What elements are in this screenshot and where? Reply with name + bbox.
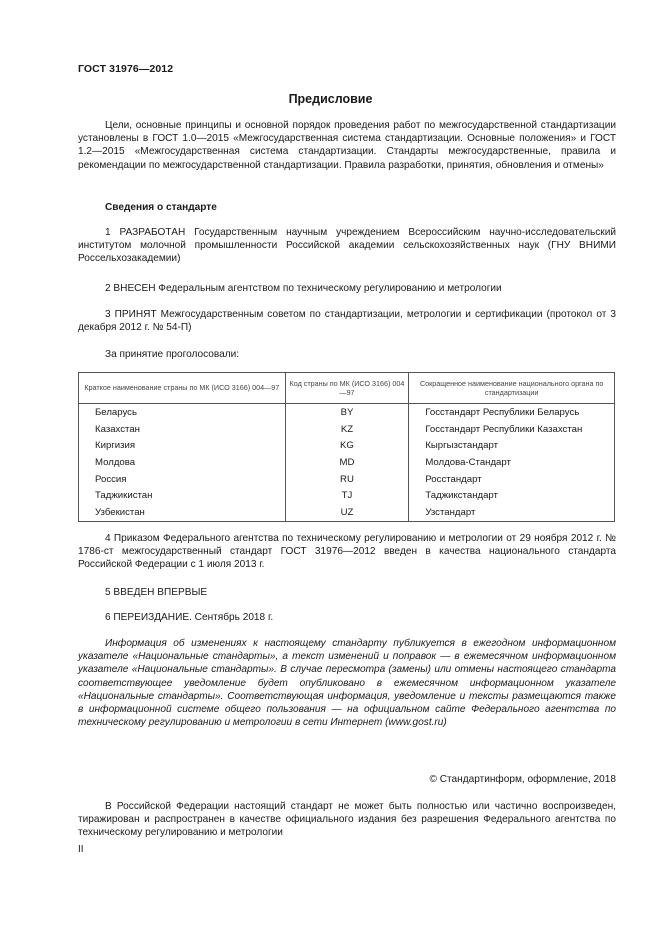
item-1-text: 1 РАЗРАБОТАН Государственным научным учреждением Всероссийским научно-исследовательский институтом молочной промышленности Российской академии сельскохозяйственных наук (ГНУ ВНИМИ Россельхозакадемии) bbox=[78, 227, 616, 265]
organ-cell: Таджикстандарт bbox=[409, 487, 615, 504]
organ-cell: Узстандарт bbox=[409, 504, 615, 521]
table-row bbox=[79, 471, 615, 488]
table-row bbox=[79, 421, 615, 438]
table-row bbox=[79, 487, 615, 504]
code-cell: KG bbox=[285, 437, 409, 454]
table-header-country: Краткое наименование страны по МК (ИСО 3166) 004—97 bbox=[79, 373, 286, 404]
item-2-text: 2 ВНЕСЕН Федеральным агентством по техническому регулированию и метрологии bbox=[105, 283, 502, 294]
intro-text: Цели, основные принципы и основной порядок проведения работ по межгосударственной стандартизации установлены в ГОСТ 1.0—2015 «Межгосударственная система стандартизации. Основные положения» и ГОСТ 1.2—2015 «Межгосударственная система стандартизации. Стандарты межгосударственные, правила и рекомендации по межгосударственной стандартизации. Правила разработки, принятия, обновления и отмены» bbox=[78, 120, 616, 171]
table-header-organ: Сокращенное наименование национального органа по стандартизации bbox=[409, 373, 615, 404]
code-cell: MD bbox=[285, 454, 409, 471]
code-cell: UZ bbox=[285, 504, 409, 521]
page-title: Предисловие bbox=[288, 92, 373, 106]
table-header-row bbox=[79, 373, 615, 404]
organ-cell: Госстандарт Республики Казахстан bbox=[409, 421, 615, 438]
item-2 bbox=[78, 282, 616, 295]
table-row bbox=[79, 404, 615, 421]
item-4 bbox=[78, 532, 616, 572]
country-cell: Киргизия bbox=[79, 437, 286, 454]
voted-label bbox=[78, 348, 616, 361]
item-3-text: 3 ПРИНЯТ Межгосударственным советом по стандартизации, метрологии и сертификации (протокол от 3 декабря 2012 г. № 54-П) bbox=[78, 309, 616, 334]
legal-text: В Российской Федерации настоящий стандарт не может быть полностью или частично воспроизведен, тиражирован и распространен в качестве официального издания без разрешения Федерального агентства по техническому регулированию и метрологии bbox=[78, 801, 616, 839]
table-row bbox=[79, 504, 615, 521]
intro-paragraph bbox=[78, 119, 616, 172]
country-cell: Молдова bbox=[79, 454, 286, 471]
document-id-header: ГОСТ 31976—2012 bbox=[78, 63, 174, 75]
code-cell: RU bbox=[285, 471, 409, 488]
notice-paragraph bbox=[78, 637, 616, 729]
table-header-code: Код страны по МК (ИСО 3166) 004—97 bbox=[285, 373, 409, 404]
voting-table bbox=[78, 372, 615, 522]
code-cell: TJ bbox=[285, 487, 409, 504]
notice-text: Информация об изменениях к настоящему стандарту публикуется в ежегодном информационном указателе «Национальные стандарты», а текст изменений и поправок — в ежемесячном информационном указателе «Национальные стандарты». В случае пересмотра (замены) или отмены настоящего стандарта соответствующее уведомление будет опубликовано в ежемесячном информационном указателе «Национальные стандарты». Соответствующая информация, уведомление и тексты размещаются также в информационной системе общего пользования — на официальном сайте Федерального агентства по техническому регулированию и метрологии в сети Интернет (www.gost.ru) bbox=[78, 638, 616, 729]
organ-cell: Молдова-Стандарт bbox=[409, 454, 615, 471]
organ-cell: Госстандарт Республики Беларусь bbox=[409, 404, 615, 421]
organ-cell: Росстандарт bbox=[409, 471, 615, 488]
item-4-text: 4 Приказом Федерального агентства по техническому регулированию и метрологии от 29 ноября 2012 г. № 1786-ст межгосударственный стандарт ГОСТ 31976—2012 введен в качества национального стандарта Российской Федерации с 1 июля 2013 г. bbox=[78, 533, 616, 571]
info-heading: Сведения о стандарте bbox=[105, 202, 217, 213]
organ-cell: Кыргызстандарт bbox=[409, 437, 615, 454]
country-cell: Казахстан bbox=[79, 421, 286, 438]
item-1 bbox=[78, 226, 616, 266]
item-3 bbox=[78, 308, 616, 334]
table-row bbox=[79, 437, 615, 454]
code-cell: KZ bbox=[285, 421, 409, 438]
voted-text: За принятие проголосовали: bbox=[105, 349, 240, 360]
page-number: II bbox=[78, 844, 84, 855]
country-cell: Таджикистан bbox=[79, 487, 286, 504]
country-cell: Узбекистан bbox=[79, 504, 286, 521]
item-5 bbox=[78, 586, 616, 599]
item-6-text: 6 ПЕРЕИЗДАНИЕ. Сентябрь 2018 г. bbox=[105, 612, 274, 623]
country-cell: Беларусь bbox=[79, 404, 286, 421]
country-cell: Россия bbox=[79, 471, 286, 488]
table-row bbox=[79, 454, 615, 471]
code-cell: BY bbox=[285, 404, 409, 421]
copyright-line: © Стандартинформ, оформление, 2018 bbox=[429, 774, 616, 785]
legal-paragraph bbox=[78, 800, 616, 840]
item-5-text: 5 ВВЕДЕН ВПЕРВЫЕ bbox=[105, 587, 208, 598]
item-6 bbox=[78, 611, 616, 624]
